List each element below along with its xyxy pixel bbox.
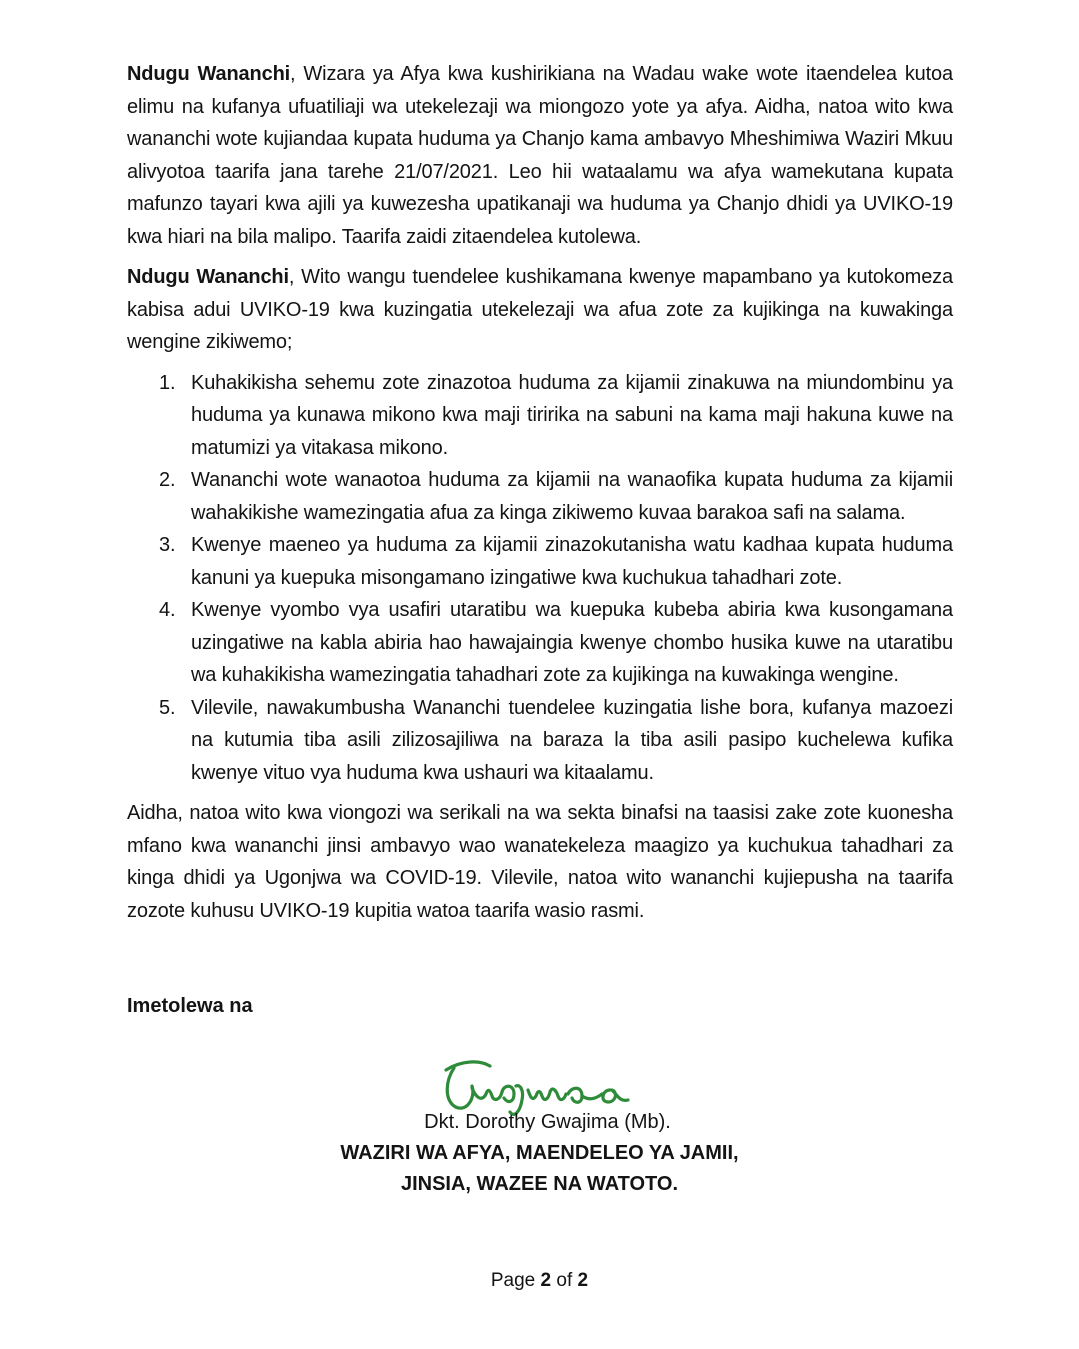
list-item-number: 1. bbox=[159, 371, 176, 394]
paragraph-lead: Ndugu Wananchi bbox=[127, 266, 289, 288]
paragraph-lead: Ndugu Wananchi bbox=[127, 63, 291, 85]
list-item bbox=[127, 529, 953, 594]
list-item-text: Kwenye maeneo ya huduma za kijamii zinazokutanisha watu kadhaa kupata huduma kanuni ya kuepuka misongamano izingatiwe kwa kuchukua tahadhari zote. bbox=[191, 534, 953, 589]
list-item-text: Kuhakikisha sehemu zote zinazotoa huduma za kijamii zinakuwa na miundombinu ya huduma ya kunawa mikono kwa maji tiririka na sabuni na kama maji hakuna kuwe na matumizi ya vitakasa mikono. bbox=[191, 371, 953, 459]
paragraph-text: , Wizara ya Afya kwa kushirikiana na Wadau wake wote itaendelea kutoa elimu na kufanya ufuatiliaji wa utekelezaji wa miongozo yote ya afya. Aidha, natoa wito kwa wananchi wote kujiandaa kupata huduma ya Chanjo kama ambavyo Mheshimiwa Waziri Mkuu alivyotoa taarifa jana tarehe 21/07/2021. Leo hii wataalamu wa afya wamekutana kupata mafunzo tayari kwa ajili ya kuwezesha upatikanaji wa huduma ya Chanjo dhidi ya UVIKO-19 kwa hiari na bila malipo. Taarifa zaidi zitaendelea kutolewa. bbox=[127, 63, 953, 248]
list-item-number: 3. bbox=[159, 534, 176, 556]
issued-by-label: Imetolewa na bbox=[127, 995, 253, 1017]
list-item-text: Kwenye vyombo vya usafiri utaratibu wa kuepuka kubeba abiria kwa kusongamana uzingatiwe na kabla abiria hao hawajaingia kwenye chombo husika kuwe na utaratibu wa kuhakikisha wamezingatia tahadhari zote za kujikinga na kuwakinga wengine. bbox=[191, 599, 953, 686]
page-current: 2 bbox=[540, 1270, 552, 1291]
list-item-number: 4. bbox=[159, 599, 176, 621]
page-separator: of bbox=[556, 1270, 573, 1291]
page-number bbox=[0, 1270, 1079, 1292]
signatory-title-line-2: JINSIA, WAZEE NA WATOTO. bbox=[400, 1173, 679, 1195]
list-item-number: 2. bbox=[159, 469, 176, 491]
list-item bbox=[127, 464, 953, 529]
paragraph-closing: Aidha, natoa wito kwa viongozi wa serikali na wa sekta binafsi na taasisi zake zote kuonesha mfano kwa wananchi jinsi ambavyo wao wanatekeleza maagizo ya kuchukua tahadhari za kinga dhidi ya Ugonjwa wa COVID-19. Vilevile, natoa wito wananchi kujiepusha na taarifa zozote kuhusu UVIKO-19 kupitia watoa taarifa wasio rasmi. bbox=[127, 802, 953, 922]
page-total: 2 bbox=[577, 1270, 589, 1291]
page-prefix: Page bbox=[490, 1270, 536, 1291]
list-item-number: 5. bbox=[159, 696, 176, 719]
list-item bbox=[127, 367, 953, 465]
paragraph-text: , Wito wangu tuendelee kushikamana kwenye mapambano ya kutokomeza kabisa adui UVIKO-19 kwa kuzingatia utekelezaji wa afua zote za kujikinga na kuwakinga wengine zikiwemo; bbox=[127, 266, 953, 353]
paragraph-call-to-action bbox=[127, 261, 953, 359]
list-item bbox=[127, 594, 953, 692]
list-item-text: Vilevile, nawakumbusha Wananchi tuendelee kuzingatia lishe bora, kufanya mazoezi na kutumia tiba asili zilizosajiliwa na baraza la tiba asili pasipo kuchelewa kufika kwenye vituo vya huduma kwa ushauri wa kitaalamu. bbox=[191, 696, 953, 784]
measures-list bbox=[127, 367, 953, 790]
signatory-name: Dkt. Dorothy Gwajima (Mb). bbox=[424, 1111, 671, 1133]
list-item bbox=[127, 692, 953, 790]
signatory-title-line-1: WAZIRI WA AFYA, MAENDELEO YA JAMII, bbox=[340, 1142, 739, 1164]
letter-body bbox=[127, 58, 953, 935]
list-item-text: Wananchi wote wanaotoa huduma za kijamii na wanaofika kupata huduma za kijamii wahakikishe wamezingatia afua za kinga zikiwemo kuvaa barakoa safi na salama. bbox=[191, 469, 953, 524]
paragraph-vaccination bbox=[127, 58, 953, 253]
